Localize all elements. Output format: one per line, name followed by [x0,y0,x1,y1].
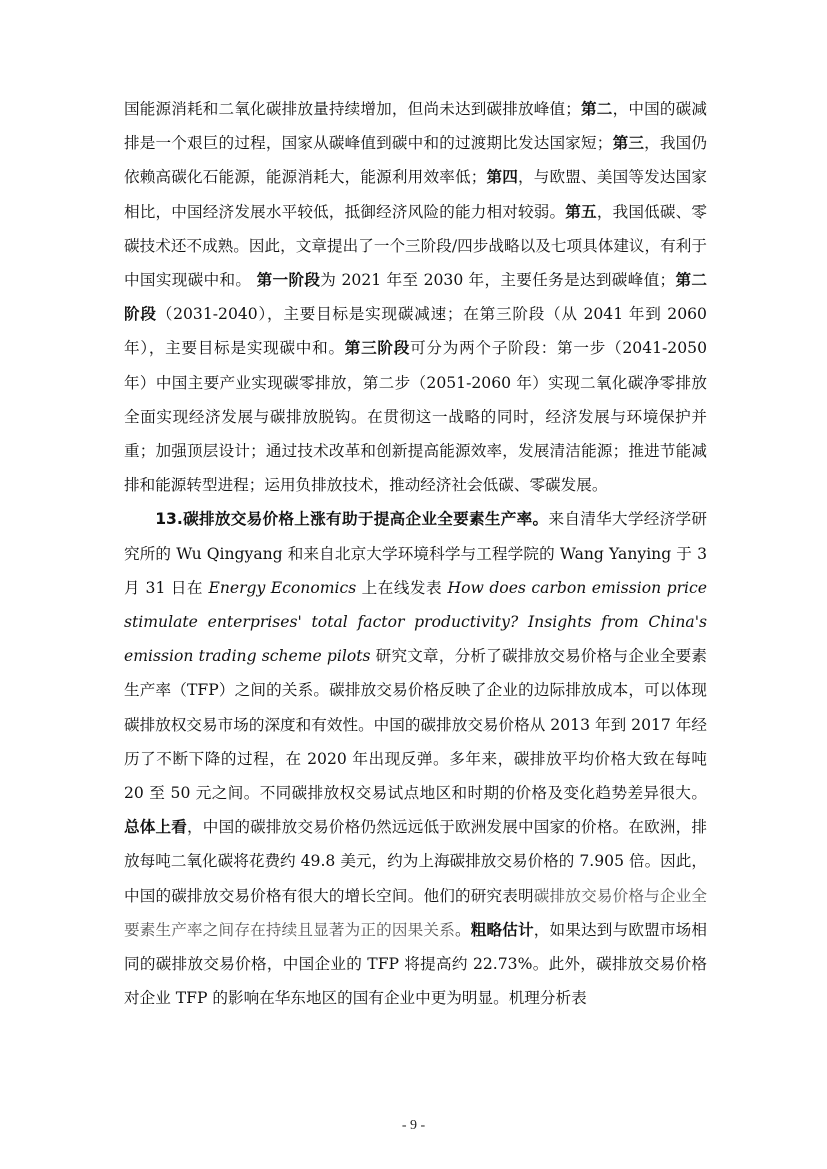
bold-phrase: 总体上看 [124,818,188,837]
text-run: ，中国的碳减排是一个艰巨的过程，国家从碳峰值到碳中和的过渡期比发达国家短； [124,100,707,153]
text-run: 为 2021 年至 2030 年，主要任务是达到碳峰值； [320,271,676,290]
text-run: ，中国的碳排放交易价格仍然远远低于欧洲发展中国家的价格。在欧洲，排放每吨二氧化碳将花费约 49.8 美元，约为上海碳排放交易价格的 7.905 倍。因此，中国的碳排放交易价格有很大的增长空间。他们的研究表明 [124,818,707,905]
text-run: 上在线发表 [356,578,448,597]
paragraph-carbon-price-tfp [124,502,707,1015]
bold-phrase: 第二 [580,100,613,118]
paragraph-2-text [124,502,707,1015]
highlighted-finding: 碳排放交易价格与企业全要素生产率之间存在持续且显著为正的因果关系 [124,886,707,939]
text-run: ，我国低碳、零碳技术还不成熟。因此，文章提出了一个三阶段/四步战略以及七项具体建议，有利于中国实现碳中和。 [124,202,707,290]
bold-phrase: 第三阶段 [344,339,411,358]
bold-phrase: 第四 [486,168,519,187]
bold-phrase: 第五 [565,202,597,221]
text-run: （2031-2040），主要目标是实现碳减速；在第三阶段（从 2041 年到 2060 年），主要目标是实现碳中和。 [124,305,707,358]
paragraph-1-text [124,92,707,502]
bold-phrase: 第二阶段 [124,271,707,324]
italic-title: How does carbon emission price stimulate enterprises' total factor productivity? Insights from China's emission trading scheme pilots [124,578,707,666]
bold-phrase: 第三 [612,134,645,153]
bold-phrase: 粗略估计 [470,920,534,939]
italic-title: Energy Economics [208,578,357,597]
paragraph-carbon-neutrality-strategy [124,92,707,502]
bold-phrase: 13.碳排放交易价格上涨有助于提高企业全要素生产率。 [155,510,549,529]
text-run: 。 [454,920,471,939]
bold-phrase: 第一阶段 [256,271,321,290]
text-run: ，与欧盟、美国等发达国家相比，中国经济发展水平较低，抵御经济风险的能力相对较弱。 [124,168,707,221]
document-body [124,92,707,1015]
text-run: 来自清华大学经济学研究所的 Wu Qingyang 和来自北京大学环境科学与工程学院的 Wang Yanying 于 3 月 31 日在 [124,510,707,597]
text-run: ，如果达到与欧盟市场相同的碳排放交易价格，中国企业的 TFP 将提高约 22.73%。此外，碳排放交易价格对企业 TFP 的影响在华东地区的国有企业中更为明显。机理分析表 [124,920,707,1008]
text-run: 国能源消耗和二氧化碳排放量持续增加，但尚未达到碳排放峰值； [124,100,581,118]
text-run: ，我国仍依赖高碳化石能源，能源消耗大，能源利用效率低； [124,134,707,187]
text-run: 可分为两个子阶段：第一步（2041-2050 年）中国主要产业实现碳零排放，第二步（2051-2060 年）实现二氧化碳净零排放全面实现经济发展与碳排放脱钩。在贯彻这一战略的同时，经济发展与环境保护并重；加强顶层设计；通过技术改革和创新提高能源效率，发展清洁能源；推进节能减排和能源转型进程；运用负排放技术，推动经济社会低碳、零碳发展。 [124,339,707,495]
page-number: - 9 - [401,1118,426,1133]
text-run: 研究文章，分析了碳排放交易价格与企业全要素生产率（TFP）之间的关系。碳排放交易价格反映了企业的边际排放成本，可以体现碳排放权交易市场的深度和有效性。中国的碳排放交易价格从 2013 年到 2017 年经历了不断下降的过程，在 2020 年出现反弹。多年来，碳排放平均价格大致在每吨 20 至 50 元之间。不同碳排放权交易试点地区和时期的价格及变化趋势差异很大。 [124,647,707,803]
